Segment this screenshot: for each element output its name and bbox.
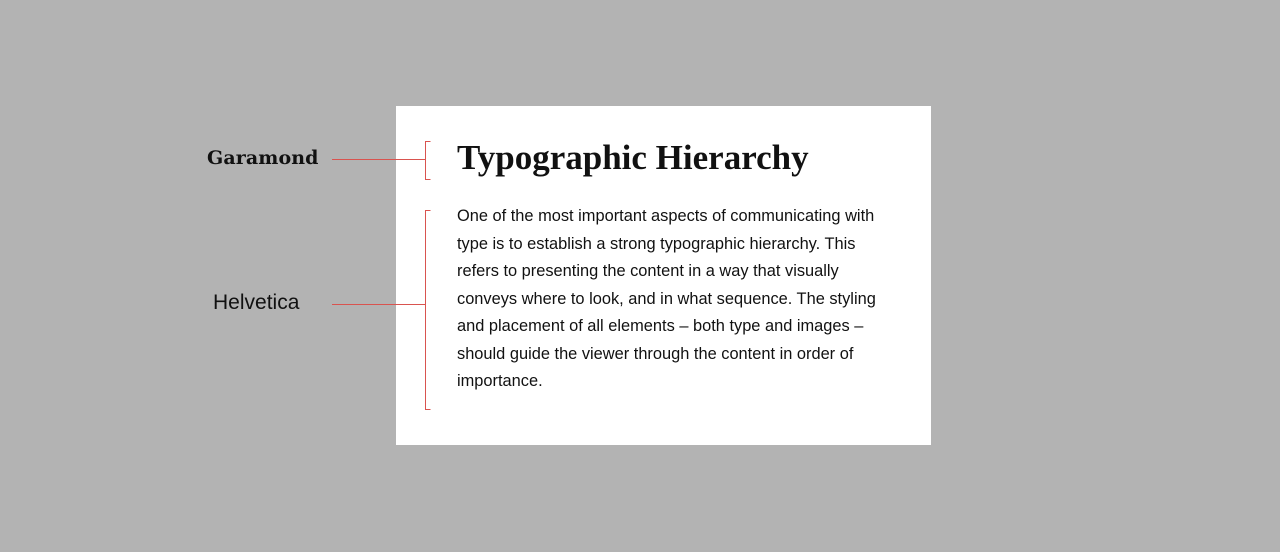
card-body-text: One of the most important aspects of communicating with type is to establish a strong typographic hierarchy. This refers to presenting the content in a way that visually conveys where to look, and in what sequence. The styling and placement of all elements – both type and images – should guide the viewer through the content in order of importance.: [457, 207, 876, 390]
text-card: [396, 106, 931, 445]
card-title: Typographic Hierarchy: [457, 138, 809, 177]
helvetica-label: Helvetica: [213, 291, 300, 314]
garamond-label: Garamond: [207, 147, 319, 169]
